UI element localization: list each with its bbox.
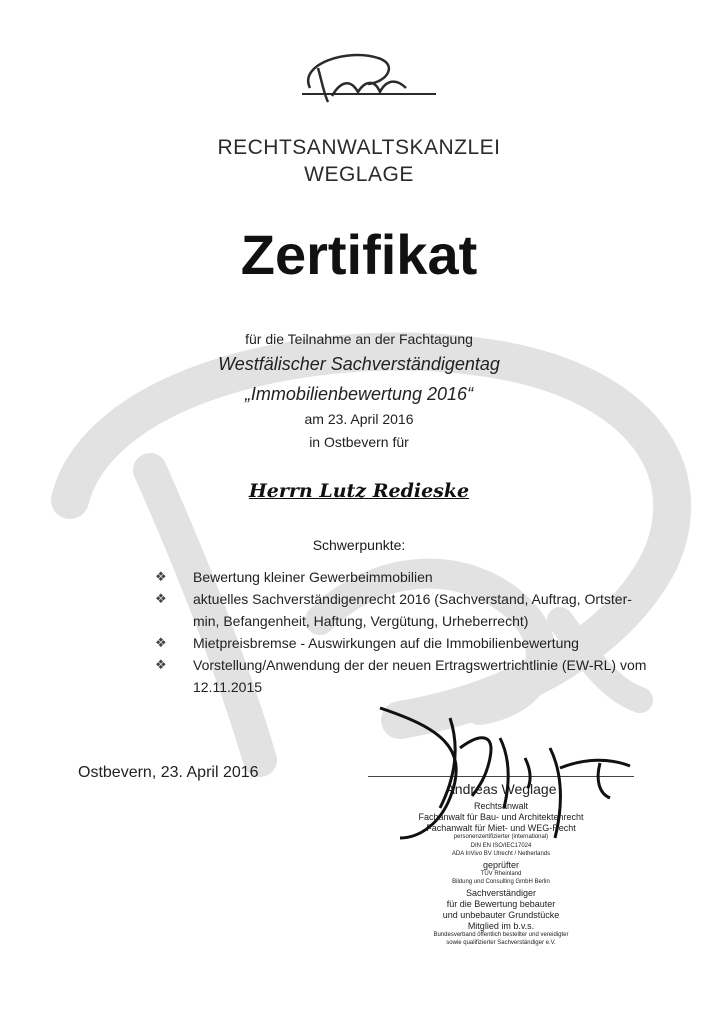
focus-item-text: Bewertung kleiner Gewerbeimmobilien [193,569,433,585]
credential-line: und unbebauter Grundstücke [442,909,560,920]
firm-name-line-1: RECHTSANWALTSKANZLEI [217,136,501,159]
firm-name-line-2: WEGLAGE [304,163,414,186]
credential-line: für die Bewertung bebauter [446,898,556,909]
diamond-bullet-icon: ❖ [155,635,167,650]
credential-line: TÜV Rheinland [480,870,522,877]
focus-item-text: Vorstellung/Anwendung der der neuen Ertragswertrichtlinie (EW-RL) vom [193,657,647,673]
credential-line: Bundesverband öffentlich bestellter und vereidigter [433,931,569,938]
firm-monogram-logo [288,44,438,114]
event-topic: „Immobilienbewertung 2016“ [244,384,474,404]
place-date: Ostbevern, 23. April 2016 [78,764,259,781]
focus-label: Schwerpunkte: [312,537,406,553]
credential-line: Bildung und Consulting GmbH Berlin [452,879,550,885]
diamond-bullet-icon: ❖ [155,569,167,584]
credential-line: personenzertifizierter (international) [453,834,549,840]
credential-line: Rechtsanwalt [473,801,529,811]
focus-item-text: Mietpreisbremse - Auswirkungen auf die Immobilienbewertung [193,635,579,651]
list-item [155,588,655,632]
focus-item-text: 12.11.2015 [193,679,263,695]
credential-line: Mitglied im b.v.s. [467,920,535,931]
handwritten-signature [360,688,640,848]
event-date: am 23. April 2016 [304,411,414,427]
participation-intro: für die Teilnahme an der Fachtagung [245,331,473,347]
focus-item-text: min, Befangenheit, Haftung, Vergütung, Urheberrecht) [193,613,529,629]
event-name: Westfälischer Sachverständigentag [218,354,500,374]
diamond-bullet-icon: ❖ [155,591,167,606]
diamond-bullet-icon: ❖ [155,657,167,672]
focus-list [155,566,655,698]
list-item [155,632,655,654]
credential-line: DIN EN ISO/IEC17024 [470,842,532,849]
certificate-title: Zertifikat [240,223,478,286]
credential-line: Fachanwalt für Miet- und WEG-Recht [426,823,576,833]
credential-line: Sachverständiger [465,887,537,898]
event-place: in Ostbevern für [309,434,409,450]
list-item [155,566,655,588]
focus-item-text: aktuelles Sachverständigenrecht 2016 (Sachverstand, Auftrag, Ortster- [193,591,632,607]
credential-line: ADA InVivo BV Utrecht / Netherlands [451,851,551,857]
recipient-name: Herrn Lutz Redieske [248,480,470,502]
credential-line: Fachanwalt für Bau- und Architektenrecht [418,812,584,822]
signer-name: Andreas Weglage [445,781,557,797]
credential-line: geprüfter [482,859,520,870]
credential-line: sowie qualifizierter Sachverständiger e.V. [446,940,556,946]
